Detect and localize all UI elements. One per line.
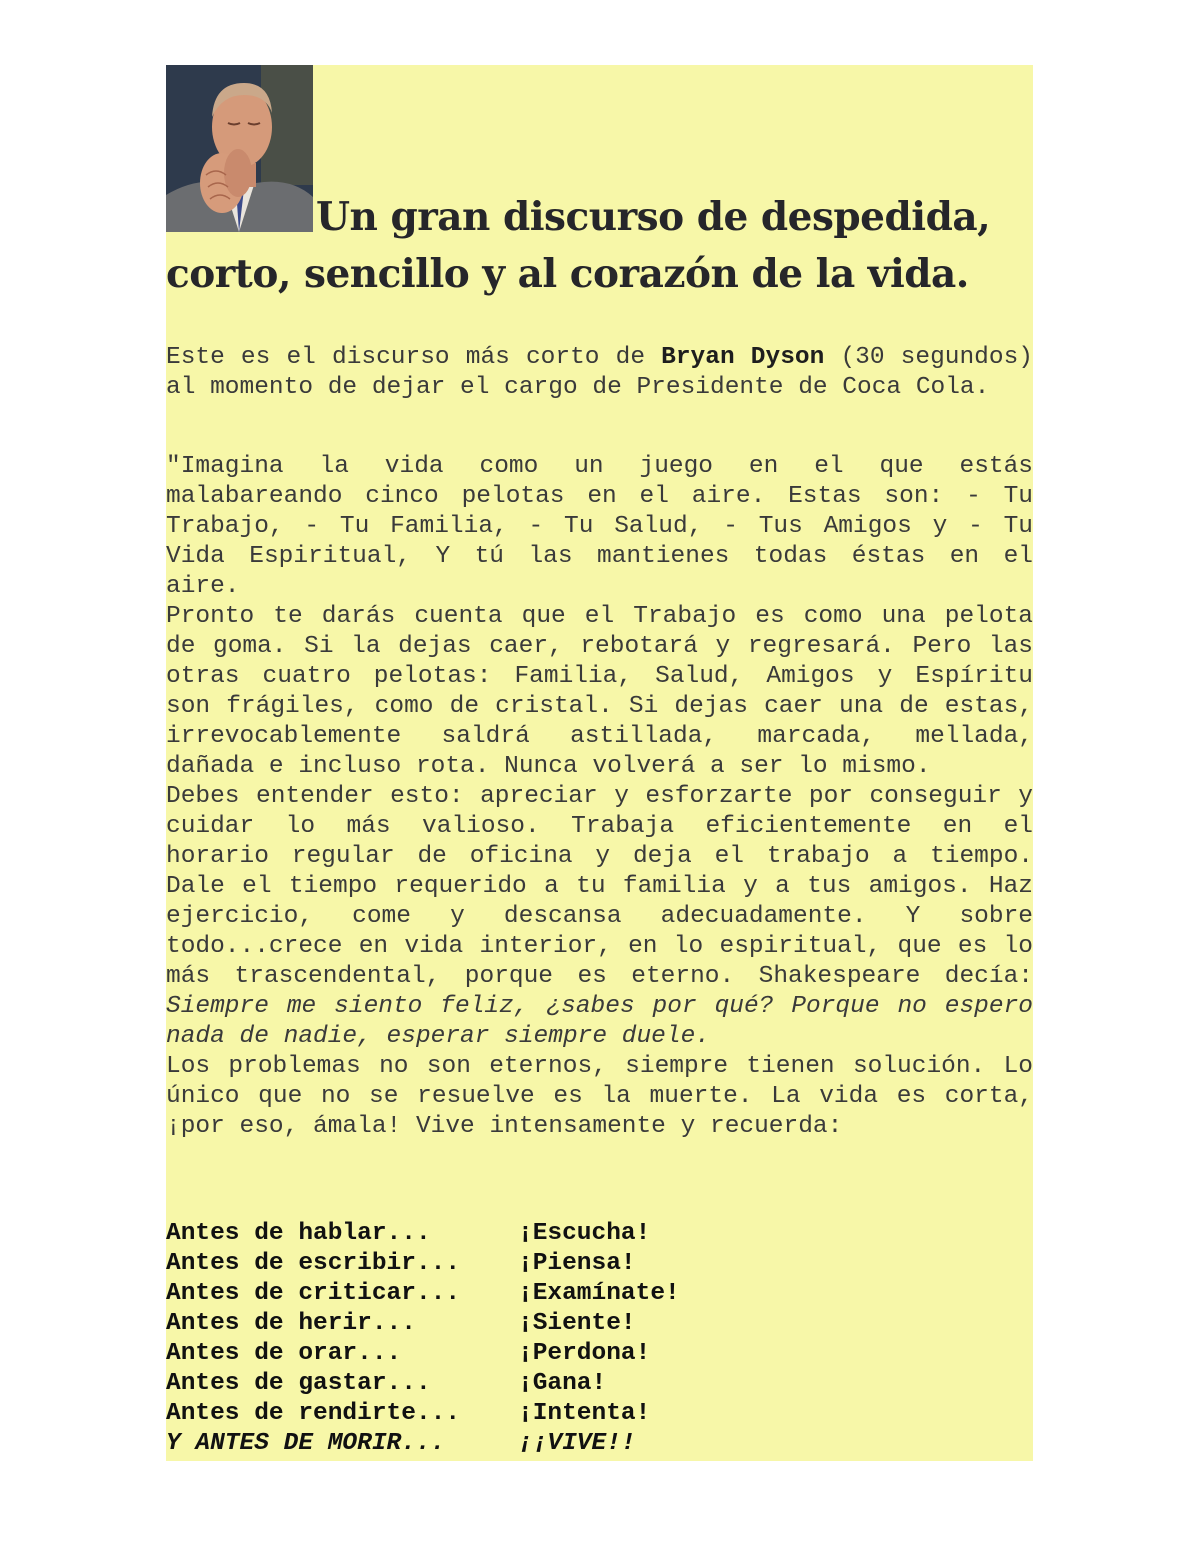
rule-row bbox=[166, 1339, 1033, 1369]
rule-before: Antes de rendirte... bbox=[166, 1400, 461, 1427]
rule-before: Antes de hablar... bbox=[166, 1220, 431, 1247]
rule-action: ¡Siente! bbox=[518, 1310, 636, 1337]
speech-paragraph-3 bbox=[166, 782, 1033, 1052]
rule-row bbox=[166, 1279, 1033, 1309]
rule-action: ¡¡VIVE!! bbox=[518, 1430, 636, 1457]
rule-action: ¡Escucha! bbox=[518, 1220, 651, 1247]
rule-row bbox=[166, 1399, 1033, 1429]
intro-text-before: Este es el discurso más corto de bbox=[166, 344, 662, 371]
speech-paragraph-3-text: Debes entender esto: apreciar y esforzarte por conseguir y cuidar lo más valioso. Trabaja eficientemente en el horario regular de oficina y deja el trabajo a tiempo. Dale el tiempo requerido a tu familia y a tus amigos. Haz ejercicio, come y descansa adecuadamente. Y sobre todo...crece en vida interior, en lo espiritual, que es lo más trascendental, porque es eterno. Shakespeare decía: bbox=[166, 783, 1033, 990]
rule-row bbox=[166, 1309, 1033, 1339]
intro-text-after: (30 segundos) al momento de dejar el cargo de Presidente de Coca Cola. bbox=[166, 344, 1033, 401]
rule-action: ¡Examínate! bbox=[518, 1280, 680, 1307]
rule-action: ¡Intenta! bbox=[518, 1400, 651, 1427]
document-title bbox=[166, 189, 1033, 303]
title-line-2: corto, sencillo y al corazón de la vida. bbox=[166, 251, 969, 297]
document-panel bbox=[166, 65, 1033, 1461]
rule-action: ¡Gana! bbox=[518, 1370, 607, 1397]
rule-before: Antes de gastar... bbox=[166, 1370, 431, 1397]
rule-before: Antes de criticar... bbox=[166, 1280, 461, 1307]
rule-before: Antes de herir... bbox=[166, 1310, 416, 1337]
rule-before: Antes de orar... bbox=[166, 1340, 402, 1367]
speech-body bbox=[166, 452, 1033, 1142]
rule-row-final bbox=[166, 1429, 1033, 1459]
rule-row bbox=[166, 1369, 1033, 1399]
rule-before: Y ANTES DE MORIR... bbox=[166, 1430, 446, 1457]
speaker-name: Bryan Dyson bbox=[661, 344, 825, 371]
speech-paragraph-1: "Imagina la vida como un juego en el que estás malabareando cinco pelotas en el aire. Estas son: - Tu Trabajo, - Tu Familia, - Tu Salud, - Tus Amigos y - Tu Vida Espiritual, Y tú las mantienes todas éstas en el aire. bbox=[166, 453, 1033, 600]
rule-action: ¡Perdona! bbox=[518, 1340, 651, 1367]
rule-action: ¡Piensa! bbox=[518, 1250, 636, 1277]
rules-list bbox=[166, 1219, 1033, 1459]
intro-paragraph bbox=[166, 343, 1033, 403]
speech-paragraph-4: Los problemas no son eternos, siempre tienen solución. Lo único que no se resuelve es la muerte. La vida es corta, ¡por eso, ámala! Vive intensamente y recuerda: bbox=[166, 1053, 1033, 1140]
title-line-1: Un gran discurso de despedida, bbox=[316, 194, 991, 240]
shakespeare-quote: Siempre me siento feliz, ¿sabes por qué? Porque no espero nada de nadie, esperar siempre duele. bbox=[166, 993, 1033, 1050]
speech-paragraph-2: Pronto te darás cuenta que el Trabajo es como una pelota de goma. Si la dejas caer, rebotará y regresará. Pero las otras cuatro pelotas: Familia, Salud, Amigos y Espíritu son frágiles, como de cristal. Si dejas caer una de estas, irrevocablemente saldrá astillada, marcada, mellada, dañada e incluso rota. Nunca volverá a ser lo mismo. bbox=[166, 603, 1033, 780]
rule-row bbox=[166, 1219, 1033, 1249]
rule-before: Antes de escribir... bbox=[166, 1250, 461, 1277]
rule-row bbox=[166, 1249, 1033, 1279]
